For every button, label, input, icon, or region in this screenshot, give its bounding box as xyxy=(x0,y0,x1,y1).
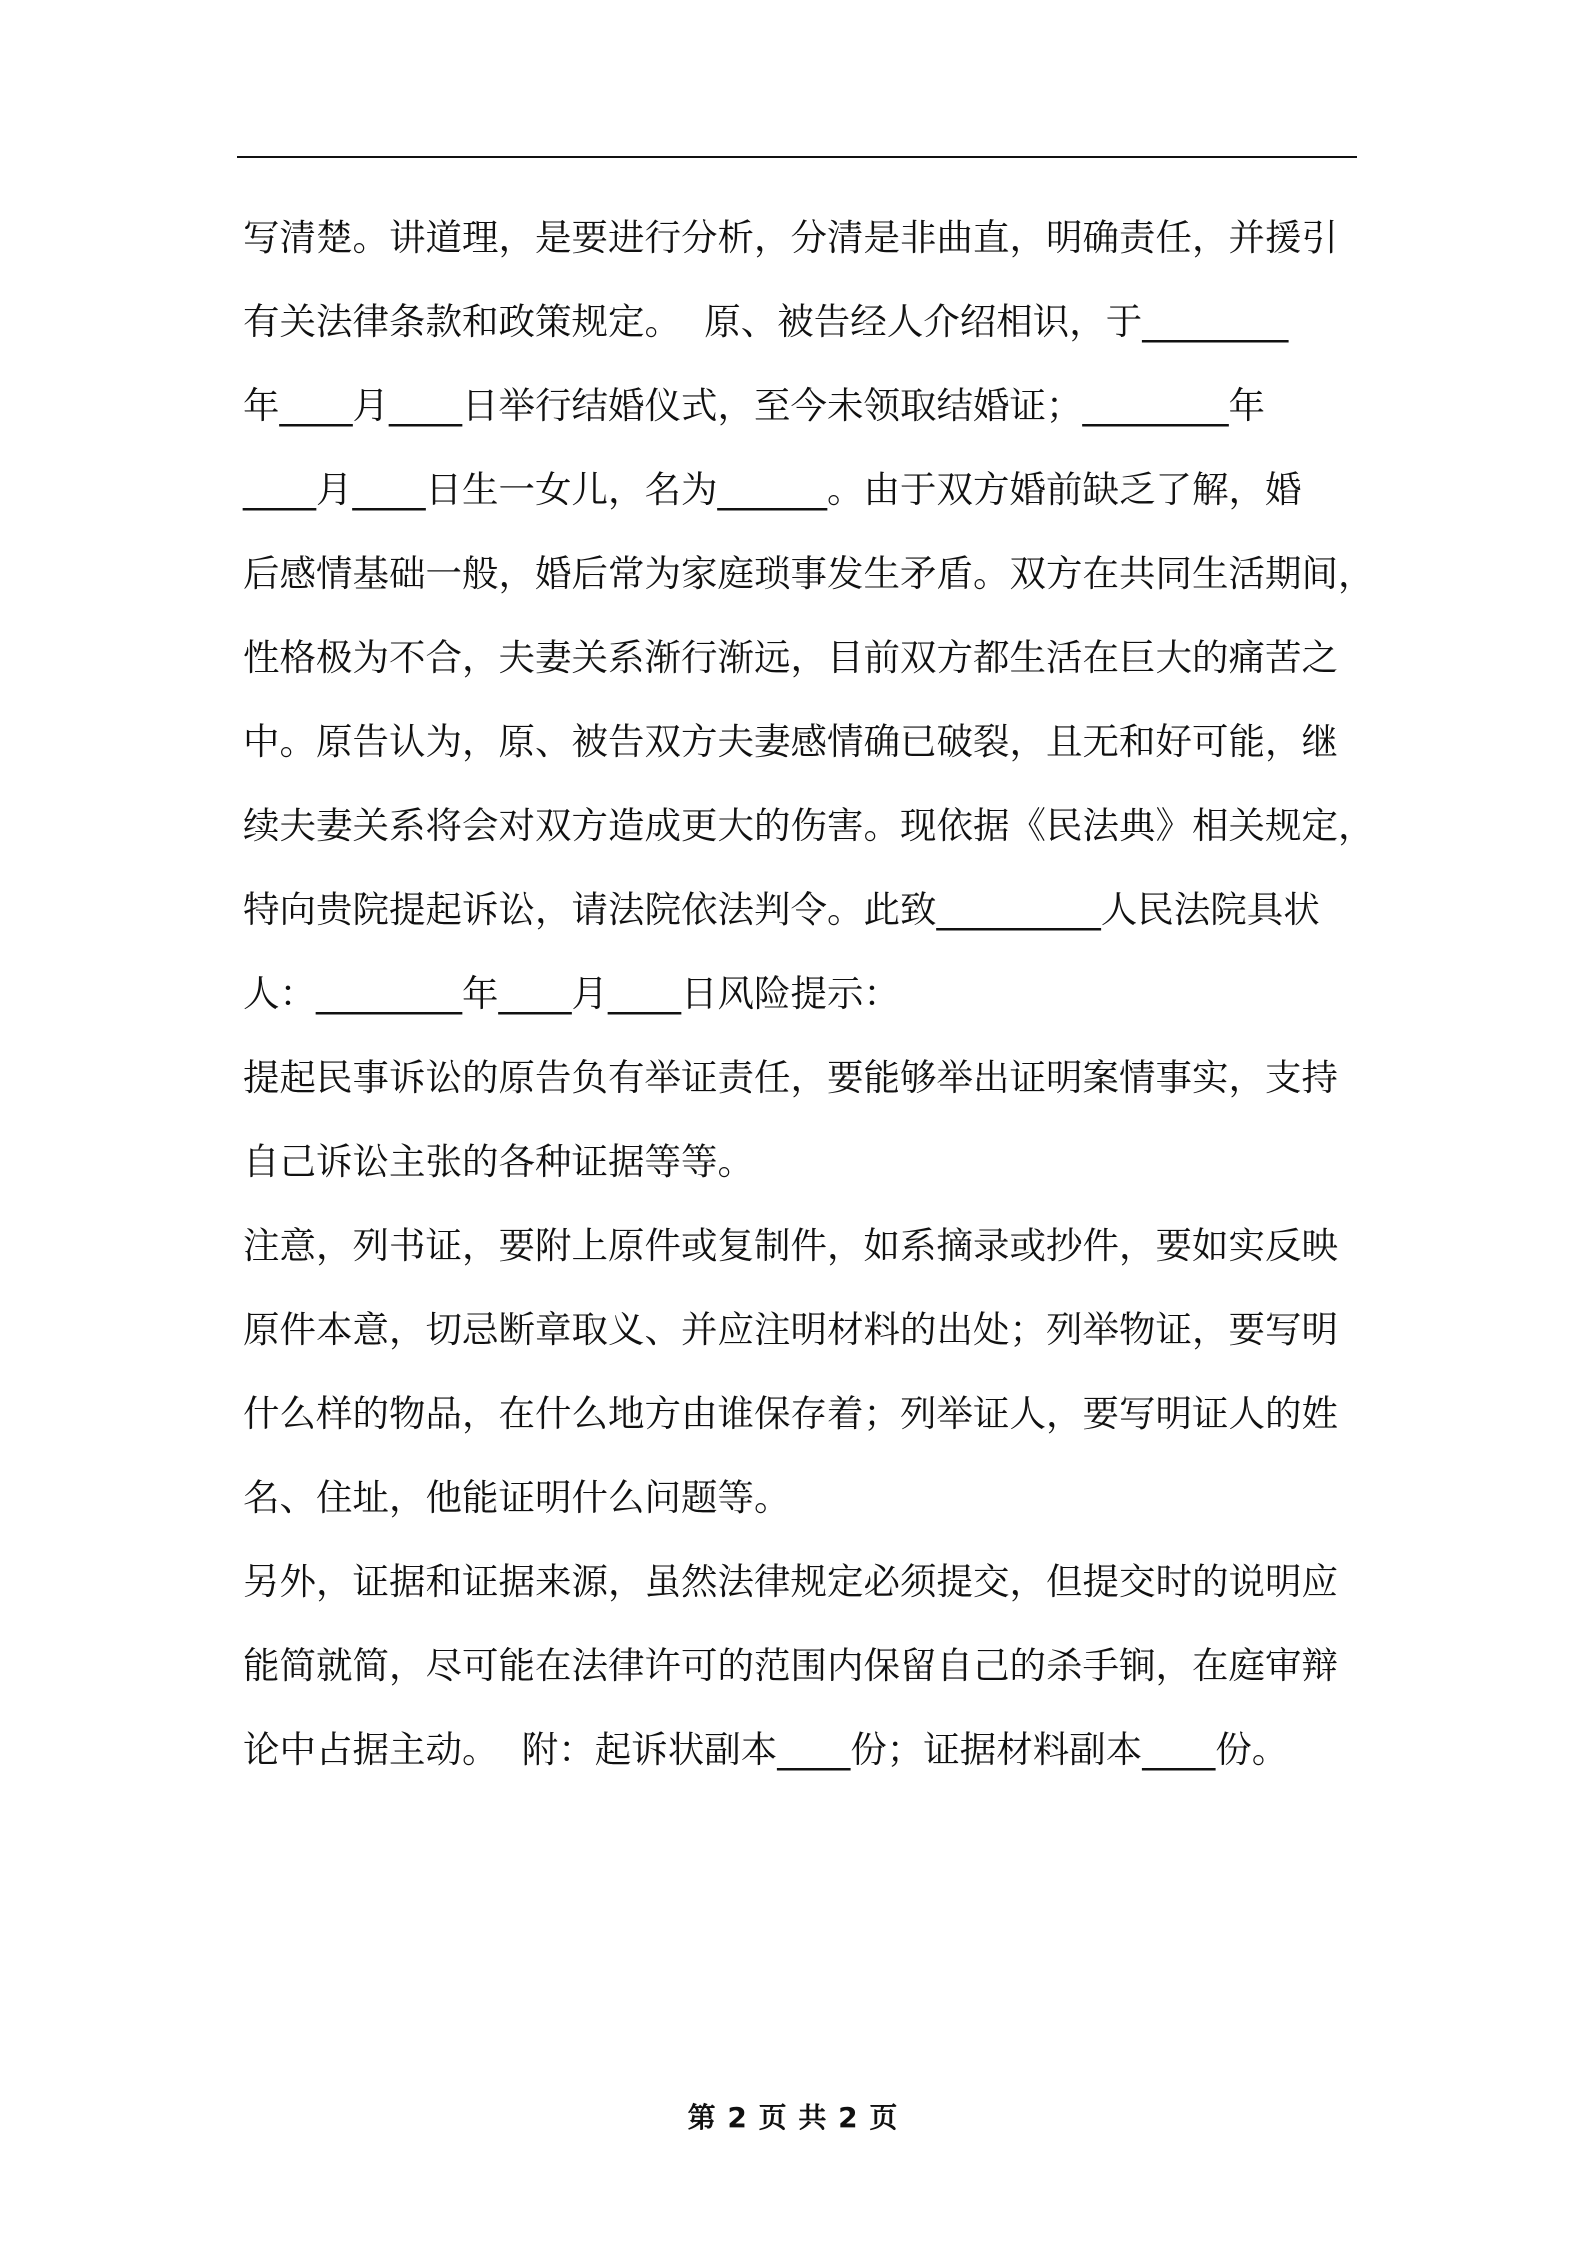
text-line: 什么样的物品，在什么地方由谁保存着；列举证人，要写明证人的姓 xyxy=(243,1392,1338,1435)
document-body xyxy=(243,196,1375,1792)
text-line: 中。原告认为，原、被告双方夫妻感情确已破裂，且无和好可能，继 xyxy=(243,720,1338,763)
text-line: 续夫妻关系将会对双方造成更大的伤害。现依据《民法典》相关规定， xyxy=(243,804,1375,847)
text-line: 论中占据主动。 附：起诉状副本____份；证据材料副本____份。 xyxy=(243,1728,1289,1771)
text-line: 人：________年____月____日风险提示： xyxy=(243,972,900,1015)
text-line: 特向贵院提起诉讼，请法院依法判令。此致_________人民法院具状 xyxy=(243,888,1320,931)
text-line: 性格极为不合，夫妻关系渐行渐远，目前双方都生活在巨大的痛苦之 xyxy=(243,636,1338,679)
text-line: 写清楚。讲道理，是要进行分析，分清是非曲直，明确责任，并援引 xyxy=(243,216,1338,259)
text-line: 注意，列书证，要附上原件或复制件，如系摘录或抄件，要如实反映 xyxy=(243,1224,1338,1267)
text-line: 名、住址，他能证明什么问题等。 xyxy=(243,1476,791,1519)
page-number: 第 2 页 共 2 页 xyxy=(687,2101,899,2134)
text-line: 自己诉讼主张的各种证据等等。 xyxy=(243,1140,754,1183)
text-line: 能简就简，尽可能在法律许可的范围内保留自己的杀手锏，在庭审辩 xyxy=(243,1644,1338,1687)
text-line: 年____月____日举行结婚仪式，至今未领取结婚证；________年 xyxy=(243,384,1265,427)
text-line: 提起民事诉讼的原告负有举证责任，要能够举出证明案情事实，支持 xyxy=(243,1056,1338,1099)
text-line: 原件本意，切忌断章取义、并应注明材料的出处；列举物证，要写明 xyxy=(243,1308,1338,1351)
text-line: 另外，证据和证据来源，虽然法律规定必须提交，但提交时的说明应 xyxy=(243,1560,1338,1603)
header-rule xyxy=(237,156,1357,158)
text-line: ____月____日生一女儿，名为______。由于双方婚前缺乏了解，婚 xyxy=(243,468,1302,511)
text-line: 有关法律条款和政策规定。 原、被告经人介绍相识，于________ xyxy=(243,300,1289,343)
text-line: 后感情基础一般，婚后常为家庭琐事发生矛盾。双方在共同生活期间， xyxy=(243,552,1375,595)
